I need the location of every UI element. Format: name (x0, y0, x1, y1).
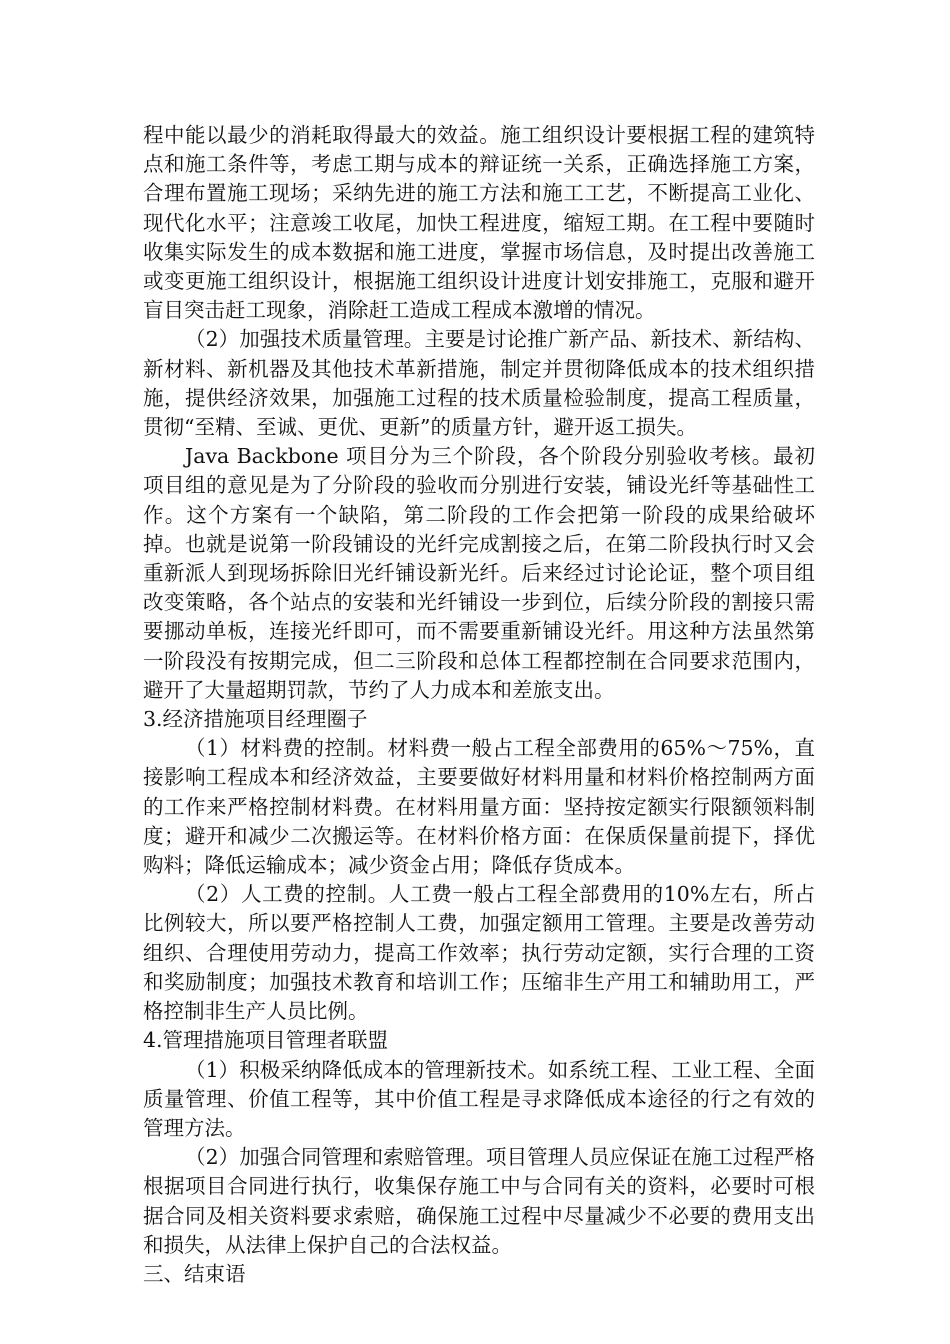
paragraph-contract-management: （2）加强合同管理和索赔管理。项目管理人员应保证在施工过程严格根据项目合同进行执行，收集保存施工中与合同有关的资料，必要时可根据合同及相关资料要求索赔，确保施工过程中尽量减少不必要的费用支出和损失，从法律上保护自己的合法权益。 (143, 1145, 815, 1257)
section-heading-management: 4.管理措施项目管理者联盟 (143, 1028, 389, 1053)
paragraph-labor-cost: （2）人工费的控制。人工费一般占工程全部费用的10%左右，所占比例较大，所以要严格控制人工费，加强定额用工管理。主要是改善劳动组织、合理使用劳动力，提高工作效率；执行劳动定额，实行合理的工资和奖励制度；加强技术教育和培训工作；压缩非生产用工和辅助用工，严格控制非生产人员比例。 (143, 882, 815, 1024)
paragraph-management-tech: （1）积极采纳降低成本的管理新技术。如系统工程、工业工程、全面质量管理、价值工程等，其中价值工程是寻求降低成本途径的行之有效的管理方法。 (143, 1057, 815, 1140)
paragraph-tech-quality: （2）加强技术质量管理。主要是讨论推广新产品、新技术、新结构、新材料、新机器及其他技术革新措施，制定并贯彻降低成本的技术组织措施，提供经济效果，加强施工过程的技术质量检验制度，提高工程质量，贯彻“至精、至诚、更优、更新”的质量方针，避开返工损失。 (143, 327, 815, 440)
paragraph-material-cost: （1）材料费的控制。材料费一般占工程全部费用的65%～75%，直接影响工程成本和经济效益，主要要做好材料用量和材料价格控制两方面的工作来严格控制材料费。在材料用量方面：坚持按定额实行限额领料制度；避开和减少二次搬运等。在材料价格方面：在保质保量前提下，择优购料；降低运输成本；减少资金占用；降低存货成本。 (143, 736, 815, 878)
document-body (143, 121, 815, 1289)
paragraph-continuation: 程中能以最少的消耗取得最大的效益。施工组织设计要根据工程的建筑特点和施工条件等，考虑工期与成本的辩证统一关系，正确选择施工方案，合理布置施工现场；采纳先进的施工方法和施工工艺，不断提高工业化、现代化水平；注意竣工收尾，加快工程进度，缩短工期。在工程中要随时收集实际发生的成本数据和施工进度，掌握市场信息，及时提出改善施工或变更施工组织设计，根据施工组织设计进度计划安排施工，克服和避开盲目突击赶工现象，消除赶工造成工程成本激增的情况。 (143, 123, 815, 323)
paragraph-java-backbone: Java Backbone 项目分为三个阶段，各个阶段分别验收考核。最初项目组的意见是为了分阶段的验收而分别进行安装，铺设光纤等基础性工作。这个方案有一个缺陷，第二阶段的工作会把第一阶段的成果给破坏掉。也就是说第一阶段铺设的光纤完成割接之后，在第二阶段执行时又会重新派人到现场拆除旧光纤铺设新光纤。后来经过讨论论证，整个项目组改变策略，各个站点的安装和光纤铺设一步到位，后续分阶段的割接只需要挪动单板，连接光纤即可，而不需要重新铺设光纤。用这种方法虽然第一阶段没有按期完成，但二三阶段和总体工程都控制在合同要求范围内，避开了大量超期罚款，节约了人力成本和差旅支出。 (143, 444, 815, 702)
section-heading-conclusion: 三、结束语 (143, 1261, 246, 1286)
section-heading-economic: 3.经济措施项目经理圈子 (143, 707, 368, 732)
